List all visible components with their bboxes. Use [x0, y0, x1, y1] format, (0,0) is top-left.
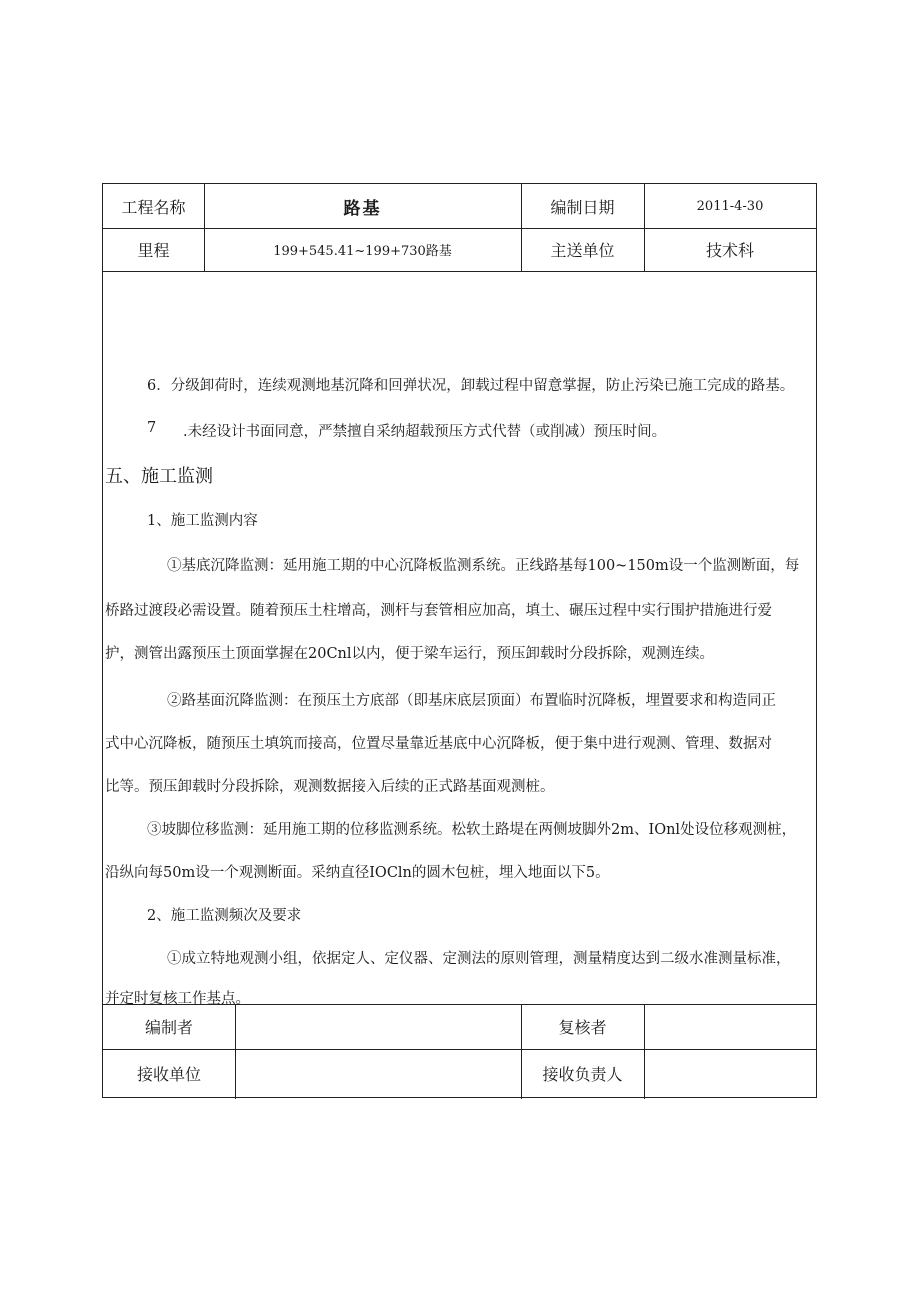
section-5-title: 五、施工监测 — [105, 466, 213, 487]
paragraph-1-line: 护，测管出露预压土顶面掌握在20Cnl以内，便于梁车运行，预压卸载时分段拆除，观测连续。 — [105, 646, 715, 662]
subsection-1-title: 1、施工监测内容 — [147, 513, 258, 529]
compile-date-value: 2011-4-30 — [696, 198, 764, 214]
receiving-person-value[interactable] — [644, 1049, 816, 1097]
paragraph-4-line: 并定时复核工作基点。 — [105, 991, 250, 1007]
item-7-number: 7 — [147, 420, 157, 436]
row-divider — [103, 271, 816, 272]
paragraph-4-line: ①成立特地观测小组，依据定人、定仪器、定测法的原则管理，测量精度达到二级水准测量标准， — [167, 951, 791, 967]
mileage-label: 里程 — [137, 241, 170, 260]
reviewer-label: 复核者 — [558, 1018, 607, 1037]
paragraph-1-line: 桥路过渡段必需设置。随着预压土柱增高，测杆与套管相应加高，填土、碾压过程中实行围护措施进行爱 — [105, 603, 772, 619]
receiving-unit-value[interactable] — [235, 1049, 521, 1097]
mileage-value: 199+545.41~199+730路基 — [273, 244, 452, 259]
compile-date-label: 编制日期 — [550, 197, 615, 217]
compiler-label: 编制者 — [144, 1018, 193, 1037]
paragraph-2-line: 式中心沉降板，随预压土填筑而接高，位置尽量靠近基底中心沉降板，便于集中进行观测、管理、数据对 — [105, 736, 772, 752]
subsection-2-title: 2、施工监测频次及要求 — [147, 908, 302, 924]
paragraph-3-line: 沿纵向每50m设一个观测断面。采纳直径IOCln的圆木包桩，埋入地面以下5。 — [105, 865, 610, 881]
paragraph-2-line: 比等。预压卸载时分段拆除，观测数据接入后续的正式路基面观测桩。 — [105, 779, 555, 795]
paragraph-3-line: ③坡脚位移监测：延用施工期的位移监测系统。松软土路堤在两侧坡脚外2m、IOnl处设位移观测桩， — [147, 822, 797, 838]
paragraph-2-line: ②路基面沉降监测：在预压土方底部（即基床底层顶面）布置临时沉降板，埋置要求和构造同正 — [167, 693, 776, 709]
compiler-value[interactable] — [235, 1004, 521, 1049]
form-table — [102, 183, 817, 1098]
receiving-person-label: 接收负责人 — [542, 1064, 623, 1084]
receiving-unit-label: 接收单位 — [136, 1064, 201, 1084]
reviewer-value[interactable] — [644, 1004, 816, 1049]
recipient-value: 技术科 — [705, 241, 754, 260]
paragraph-1-line: ①基底沉降监测：延用施工期的中心沉降板监测系统。正线路基每100~150m设一个监测断面，每 — [167, 558, 800, 574]
item-7-text: .未经设计书面同意，严禁擅自采纳超载预压方式代替（或削减）预压时间。 — [183, 424, 667, 440]
item-6: 6．分级卸荷时，连续观测地基沉降和回弹状况，卸载过程中留意掌握，防止污染已施工完成的路基。 — [147, 378, 795, 394]
recipient-label: 主送单位 — [550, 241, 615, 260]
project-name-value: 路基 — [343, 198, 382, 219]
project-name-label: 工程名称 — [121, 197, 186, 217]
